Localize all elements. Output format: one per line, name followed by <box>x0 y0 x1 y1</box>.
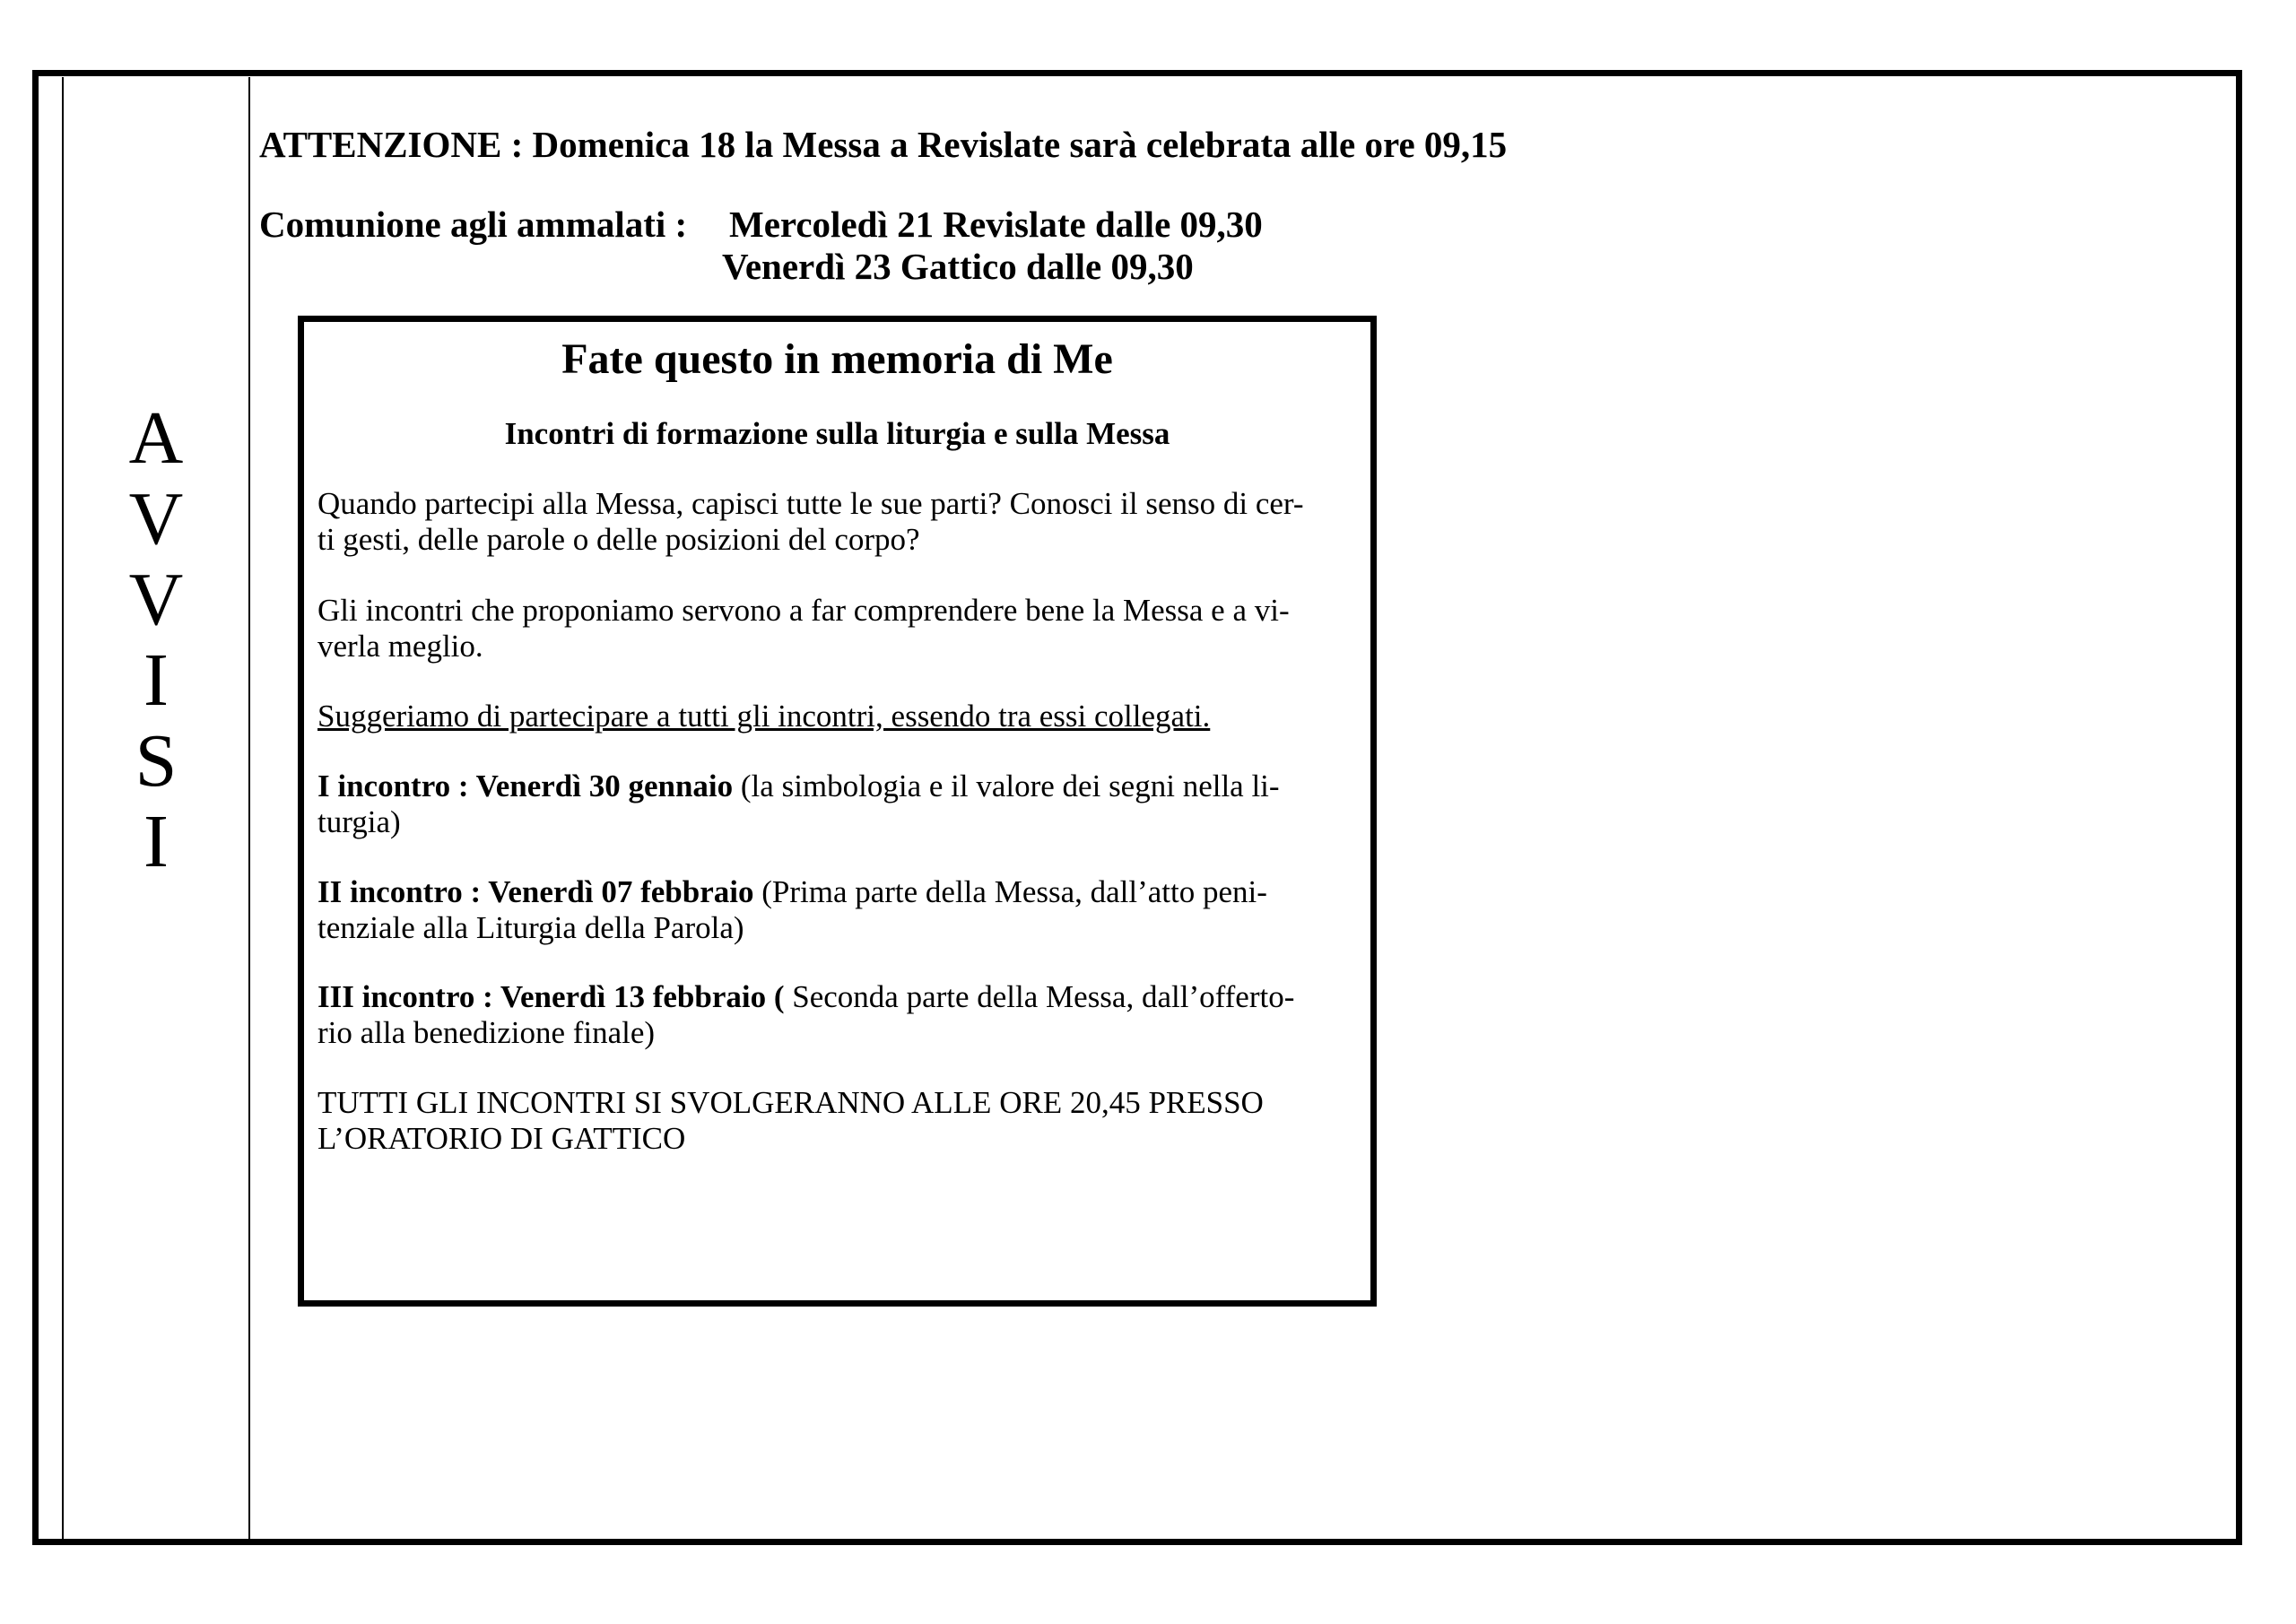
meeting-description: (la simbologia e il valore dei segni nella li- <box>733 769 1280 803</box>
avvisi-vertical-title <box>64 398 248 882</box>
paragraph-line: TUTTI GLI INCONTRI SI SVOLGERANNO ALLE ORE 20,45 PRESSO <box>317 1085 1264 1120</box>
attention-notice: ATTENZIONE : Domenica 18 la Messa a Revislate sarà celebrata alle ore 09,15 <box>259 124 1508 165</box>
closing-notice <box>317 1085 1367 1157</box>
avvisi-letter: S <box>135 719 178 803</box>
meeting-title: I incontro : Venerdì 30 gennaio <box>317 769 734 803</box>
paragraph-line: L’ORATORIO DI GATTICO <box>317 1121 686 1156</box>
paragraph-line: verla meglio. <box>317 629 483 664</box>
paragraph-intro <box>317 486 1367 558</box>
avvisi-letter: V <box>128 477 184 560</box>
meeting-title: II incontro : Venerdì 07 febbraio <box>317 874 754 909</box>
avvisi-letter: I <box>144 638 169 722</box>
paragraph-purpose <box>317 593 1367 664</box>
box-title: Fate questo in memoria di Me <box>561 335 1113 383</box>
sidebar-column <box>62 77 250 1540</box>
paragraph-line: Gli incontri che proponiamo servono a far comprendere bene la Messa e a vi- <box>317 593 1290 628</box>
paragraph-suggestion: Suggeriamo di partecipare a tutti gli incontri, essendo tra essi collegati. <box>317 699 1211 734</box>
meeting-description: tenziale alla Liturgia della Parola) <box>317 910 744 945</box>
paragraph-line: ti gesti, delle parole o delle posizioni del corpo? <box>317 522 920 557</box>
meeting-3 <box>317 979 1367 1051</box>
formation-box <box>298 316 1377 1307</box>
meeting-2 <box>317 874 1367 946</box>
meeting-1 <box>317 769 1367 840</box>
meeting-description: rio alla benedizione finale) <box>317 1015 656 1050</box>
avvisi-letter: V <box>128 558 184 641</box>
meeting-description: turgia) <box>317 804 401 839</box>
communion-line-1: Mercoledì 21 Revislate dalle 09,30 <box>729 204 1263 245</box>
avvisi-letter: I <box>144 800 169 883</box>
meeting-title: III incontro : Venerdì 13 febbraio ( <box>317 979 785 1014</box>
meeting-description: (Prima parte della Messa, dall’atto peni- <box>753 874 1267 909</box>
avvisi-letter: A <box>128 396 184 480</box>
paragraph-line: Quando partecipi alla Messa, capisci tutte le sue parti? Conosci il senso di cer- <box>317 486 1304 521</box>
box-subtitle: Incontri di formazione sulla liturgia e sulla Messa <box>504 416 1170 451</box>
communion-label: Comunione agli ammalati : <box>259 204 688 245</box>
communion-line-2: Venerdì 23 Gattico dalle 09,30 <box>722 246 1194 287</box>
meeting-description: Seconda parte della Messa, dall’offerto- <box>784 979 1295 1014</box>
